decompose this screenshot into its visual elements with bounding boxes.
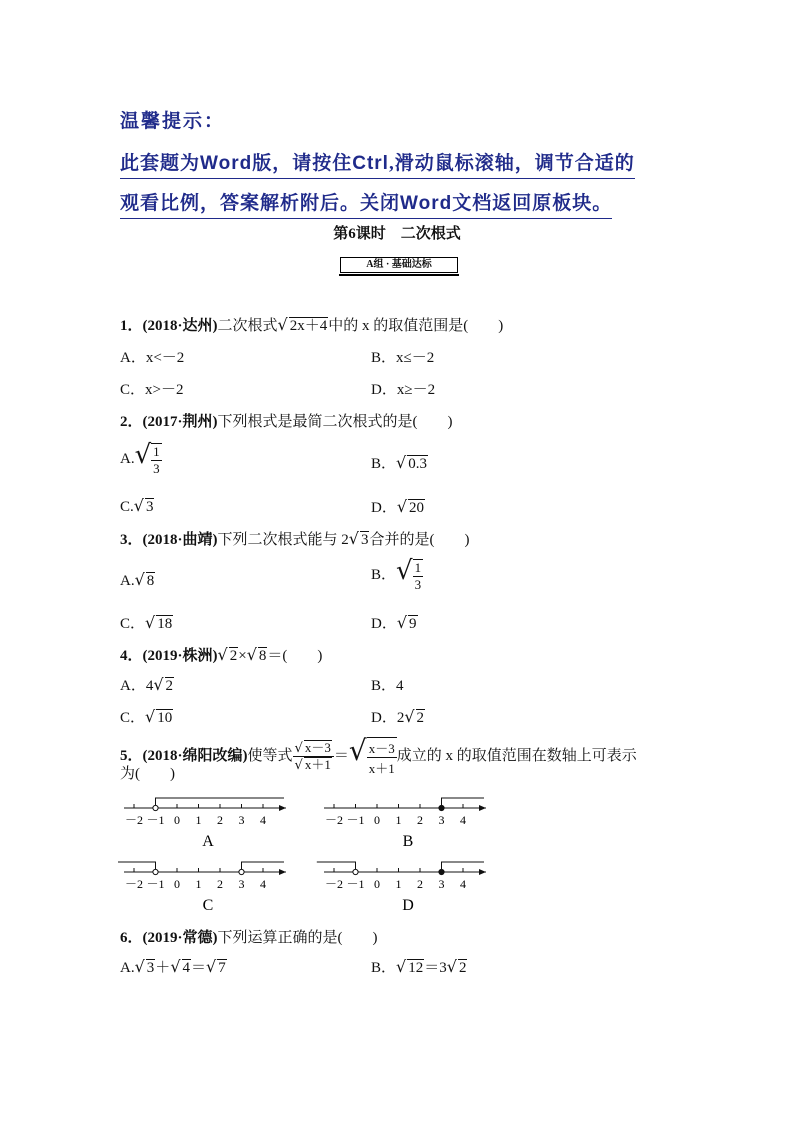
q1-option-b: B．x≤－2 (371, 350, 435, 366)
tick-label: 4 (260, 877, 266, 891)
tick-label: 2 (417, 877, 423, 891)
tip-word: Word (400, 193, 453, 214)
tick-label: －2 (124, 877, 144, 891)
tick-label: －2 (324, 877, 344, 891)
group-label: A组 · 基础达标 (340, 257, 458, 273)
number-line-b (324, 798, 486, 850)
tick-label: 2 (217, 877, 223, 891)
solution-range (317, 862, 356, 872)
tick-label: 0 (174, 813, 180, 827)
axis-arrow (279, 869, 286, 875)
tick-label: －1 (146, 877, 165, 891)
tick-label: 1 (395, 813, 402, 827)
closed-point (439, 869, 444, 874)
number-line-a (124, 798, 286, 850)
open-point (353, 869, 358, 874)
axis-arrow (479, 869, 486, 875)
tick-label: 2 (217, 813, 223, 827)
q2-option-d: D．√ 20 (371, 497, 425, 516)
tip-text: 观看比例，答案解析附后。关闭 (120, 193, 401, 214)
tick-label: 0 (374, 877, 380, 891)
tick-label: 1 (395, 877, 402, 891)
q2-option-c: C.√ 3 (120, 496, 154, 515)
question-5-cont: 为( ) (120, 766, 175, 782)
tick-label: 0 (174, 877, 180, 891)
tick-label: 3 (238, 813, 245, 827)
tick-label: －1 (346, 877, 365, 891)
option-label: A (202, 833, 214, 850)
tick-label: －1 (346, 813, 365, 827)
q1-option-a: A．x<－2 (120, 350, 185, 366)
option-label: D (402, 897, 414, 914)
tip-text: ,滑动鼠标滚轴，调节合适的 (388, 153, 635, 174)
closed-point (439, 805, 444, 810)
question-1: 1．(2018·达州)二次根式√ 2x＋4中的 x 的取值范围是( ) (120, 315, 504, 334)
tick-label: 0 (374, 813, 380, 827)
tip-line-2 (120, 188, 612, 219)
open-point (153, 869, 158, 874)
tip-text: 文档返回原板块。 (452, 193, 613, 214)
question-3: 3．(2018·曲靖)下列二次根式能与 2√ 3合并的是( ) (120, 529, 470, 548)
tick-label: 2 (417, 813, 423, 827)
question-5: 5．(2018·绵阳改编)使等式 $\frac{√ x-3}{√ x+1}$ ＝√ $\frac{x-3}{x+1}$ 成立的 x 的取值范围在数轴上可表示 (120, 734, 637, 776)
tip-ctrl: Ctrl (352, 153, 389, 174)
q3-option-b: B．√ $\frac{1}{3}$ (371, 556, 422, 592)
q4-option-d: D．2√ 2 (371, 707, 425, 726)
axis-arrow (479, 805, 486, 811)
question-2: 2．(2017·荆州)下列根式是最简二次根式的是( ) (120, 414, 453, 430)
tick-label: 3 (438, 813, 445, 827)
q6-option-a: A.√ 3＋√ 4＝√ 7 (120, 957, 226, 976)
tip-title: 温馨提示： (120, 111, 226, 132)
tick-label: －2 (324, 813, 344, 827)
option-label: C (202, 897, 214, 914)
number-line-d (317, 862, 486, 914)
tip-line-1 (120, 148, 635, 179)
tick-label: －2 (124, 813, 144, 827)
tick-label: －1 (146, 813, 165, 827)
q2-option-a: A.√ $\frac{1}{3}$ (120, 440, 160, 476)
tick-label: 4 (260, 813, 266, 827)
axis-arrow (279, 805, 286, 811)
number-lines (118, 788, 508, 918)
tick-label: 3 (238, 877, 245, 891)
q1-option-c: C．x>－2 (120, 382, 184, 398)
question-4: 4．(2019·株洲)√ 2×√ 8＝( ) (120, 645, 323, 664)
option-label: B (402, 833, 414, 850)
question-6: 6．(2019·常德)下列运算正确的是( ) (120, 930, 378, 946)
q4-option-b: B．4 (371, 678, 404, 694)
q4-option-a: A．4√ 2 (120, 675, 174, 694)
tick-label: 4 (460, 813, 466, 827)
tick-label: 4 (460, 877, 466, 891)
q4-option-c: C．√ 10 (120, 707, 173, 726)
tick-label: 1 (195, 877, 202, 891)
q3-option-c: C．√ 18 (120, 613, 173, 632)
q6-option-b: B．√ 12＝3√ 2 (371, 957, 467, 976)
tip-text: 版，请按住 (252, 153, 353, 174)
tick-label: 1 (195, 813, 202, 827)
lesson-title: 第6课时 二次根式 (333, 226, 461, 242)
number-line-c (118, 862, 286, 914)
q1-option-d: D．x≥－2 (371, 382, 436, 398)
open-point (239, 869, 244, 874)
tip-word: Word (200, 153, 253, 174)
q3-option-a: A.√ 8 (120, 570, 155, 589)
solution-range (118, 862, 156, 872)
q2-option-b: B．√ 0.3 (371, 453, 427, 472)
tick-label: 3 (438, 877, 445, 891)
open-point (153, 805, 158, 810)
q3-option-d: D．√ 9 (371, 613, 417, 632)
tip-text: 此套题为 (120, 153, 201, 174)
